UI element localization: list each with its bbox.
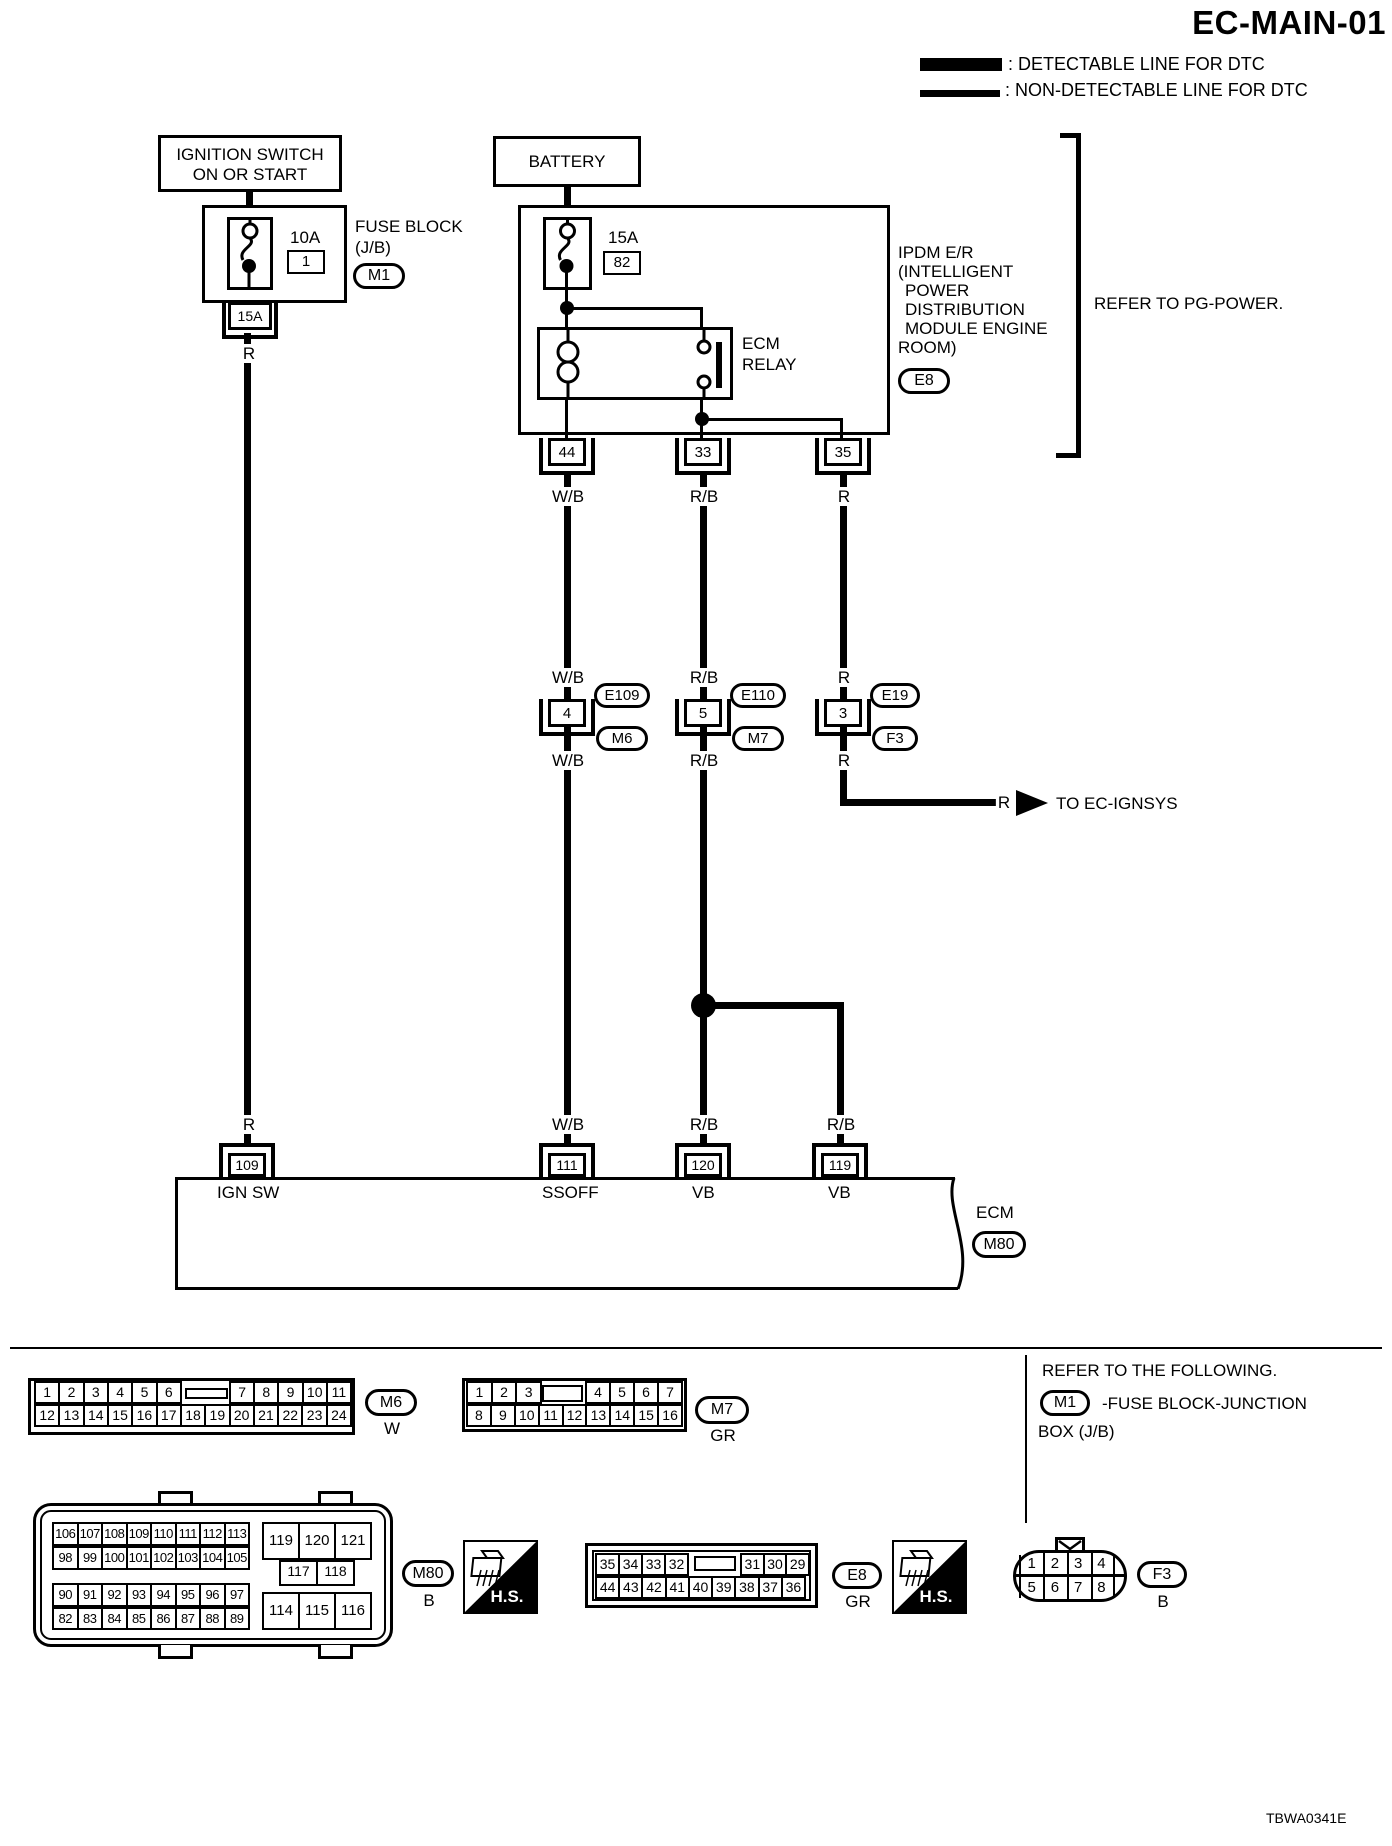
ipdm-name-line: MODULE ENGINE xyxy=(905,319,1048,338)
ipdm-name-line: POWER xyxy=(905,281,970,300)
footer-divider xyxy=(1025,1355,1027,1523)
pin-cell: 13 xyxy=(60,1404,84,1427)
wire-color-wb: W/B xyxy=(551,487,585,506)
ipdm-name-line: ROOM) xyxy=(898,338,957,357)
pin-cell: 83 xyxy=(79,1607,104,1630)
e8-top-left-cells xyxy=(595,1553,689,1576)
pin-cell: 111 xyxy=(177,1522,202,1546)
pin-cell: 35 xyxy=(595,1553,620,1576)
refer-pg-power-note: REFER TO PG-POWER. xyxy=(1094,294,1284,313)
pin-cell: 3 xyxy=(1073,1555,1083,1572)
pin-cell: 12 xyxy=(564,1404,588,1427)
m6-top-left-cells xyxy=(34,1381,182,1404)
pin-cell: 100 xyxy=(103,1546,128,1570)
pin-cell: 94 xyxy=(152,1583,177,1607)
m80-right-mid-row xyxy=(279,1560,355,1586)
relay-label-line2: RELAY xyxy=(742,355,797,374)
relay-symbol xyxy=(540,330,730,397)
ecm-box-wavy-edge xyxy=(938,1177,978,1290)
ecm-box-bottom xyxy=(175,1287,958,1290)
pin-cell: 107 xyxy=(79,1522,104,1546)
pin-cell: 31 xyxy=(740,1553,765,1576)
m7-color-code: GR xyxy=(710,1426,736,1445)
pin-cell: 20 xyxy=(231,1404,255,1427)
legend-detectable-line-sample xyxy=(920,58,1002,71)
wire-color-r-top: R xyxy=(242,344,256,363)
pin-cell: 14 xyxy=(611,1404,635,1427)
connector-ref-m7: M7 xyxy=(732,726,784,751)
ipdm-name-line: (INTELLIGENT xyxy=(898,262,1014,281)
junction-dot-rb xyxy=(691,993,716,1018)
pin-35 xyxy=(815,438,871,475)
pin-cell: 109 xyxy=(128,1522,153,1546)
pin-cell: 7 xyxy=(229,1381,255,1404)
pin-cell: 6 xyxy=(1050,1579,1060,1596)
m80-right-top-row xyxy=(262,1522,372,1560)
fuse1-box xyxy=(227,217,273,290)
m80-color-code: B xyxy=(423,1591,435,1610)
m6-top-right-cells xyxy=(229,1381,352,1404)
pin-cell: 15 xyxy=(635,1404,659,1427)
pin-cell: 2 xyxy=(493,1381,518,1404)
pin-cell: 39 xyxy=(713,1576,736,1599)
f3-row2-cells xyxy=(1020,1578,1113,1598)
pin-cell: 102 xyxy=(152,1546,177,1570)
pin-cell: 19 xyxy=(206,1404,230,1427)
connector-ref-e110: E110 xyxy=(730,683,786,708)
pin-cell: 116 xyxy=(336,1592,372,1630)
pin-cell: 18 xyxy=(182,1404,206,1427)
hs-view-icon xyxy=(463,1540,538,1614)
fuse-icon xyxy=(230,220,270,287)
pin-cell: 4 xyxy=(1097,1555,1106,1572)
arrow-right-icon xyxy=(1016,790,1048,816)
document-code: TBWA0341E xyxy=(1266,1810,1347,1826)
connector-ref-m6-footer: M6 xyxy=(365,1389,417,1416)
m6-color-code: W xyxy=(383,1419,401,1438)
pin-cell: 82 xyxy=(52,1607,79,1630)
ecm-pin-111-number: 111 xyxy=(548,1153,586,1177)
pin-cell: 2 xyxy=(1050,1555,1060,1572)
m7-key-slot xyxy=(542,1385,583,1402)
pin-cell: 8 xyxy=(255,1381,279,1404)
pin-cell: 92 xyxy=(103,1583,128,1607)
pin-cell: 11 xyxy=(328,1381,352,1404)
inline-connector-4 xyxy=(539,699,595,736)
pin-cell: 3 xyxy=(517,1381,542,1404)
pin-cell: 9 xyxy=(279,1381,303,1404)
pin-cell: 23 xyxy=(303,1404,327,1427)
pin-cell: 13 xyxy=(587,1404,611,1427)
footer-separator xyxy=(10,1347,1382,1349)
pin-cell: 96 xyxy=(201,1583,226,1607)
m80-grid-row xyxy=(52,1583,250,1607)
ecm-box-top xyxy=(175,1177,955,1180)
pin-cell: 86 xyxy=(152,1607,177,1630)
fuse1-rating: 10A xyxy=(290,228,321,247)
pin-cell: 101 xyxy=(128,1546,153,1570)
pin-cell: 1 xyxy=(466,1381,493,1404)
pin-cell: 22 xyxy=(279,1404,303,1427)
wire-color-wb: W/B xyxy=(551,751,585,770)
pin-33-number: 33 xyxy=(684,438,722,466)
m1-ref-text: -FUSE BLOCK-JUNCTION xyxy=(1102,1394,1307,1413)
pin-cell: 6 xyxy=(635,1381,659,1404)
pin-cell: 121 xyxy=(336,1522,372,1560)
pin-cell: 8 xyxy=(466,1404,492,1427)
ipdm-junction-dot1 xyxy=(560,301,574,315)
e8-key-slot xyxy=(694,1556,736,1571)
battery-box: BATTERY xyxy=(493,136,641,187)
pin-cell: 112 xyxy=(201,1522,226,1546)
pin-cell: 97 xyxy=(226,1583,251,1607)
ecm-pin-120-color: R/B xyxy=(689,1115,719,1134)
pin-cell: 2 xyxy=(60,1381,84,1404)
fuse2-rating: 15A xyxy=(608,228,639,247)
pin-cell: 7 xyxy=(659,1381,683,1404)
fuse2-number-box: 82 xyxy=(603,251,641,275)
pin-cell: 108 xyxy=(103,1522,128,1546)
m6-key-slot xyxy=(185,1388,228,1399)
ecm-box-left xyxy=(175,1177,178,1290)
ignition-switch-box xyxy=(158,135,342,192)
refer-bracket xyxy=(1076,133,1081,458)
pin-cell: 14 xyxy=(85,1404,109,1427)
wire-rb-main xyxy=(700,473,707,1143)
pin-cell: 115 xyxy=(300,1592,336,1630)
pin-cell: 33 xyxy=(643,1553,666,1576)
connector-ref-e19: E19 xyxy=(870,683,920,708)
connector-ref-e109: E109 xyxy=(594,683,650,708)
ecm-relay-box xyxy=(537,327,733,400)
pin-cell: 12 xyxy=(34,1404,60,1427)
wire-rb-branch-horizontal xyxy=(700,1002,844,1009)
pin-cell: 10 xyxy=(516,1404,540,1427)
fuse2-box xyxy=(543,217,592,290)
pin-33 xyxy=(675,438,731,475)
e8-color-code: GR xyxy=(845,1592,871,1611)
relay-label-line1: ECM xyxy=(742,334,780,353)
ipdm-wire-branch-bottom xyxy=(703,418,843,421)
pin-cell: 10 xyxy=(304,1381,328,1404)
pin-cell: 21 xyxy=(255,1404,279,1427)
pin-cell: 110 xyxy=(152,1522,177,1546)
ecm-label: ECM xyxy=(976,1203,1014,1222)
pin-cell: 87 xyxy=(177,1607,202,1630)
ipdm-name-line: IPDM E/R xyxy=(898,243,974,262)
pin-cell: 5 xyxy=(611,1381,635,1404)
hs-label: H.S. xyxy=(490,1587,524,1606)
ecm-pin-119 xyxy=(812,1143,868,1177)
ecm-pin-111-color: W/B xyxy=(551,1115,585,1134)
connector-ref-m80: M80 xyxy=(972,1231,1026,1258)
to-ec-ignsys-label: TO EC-IGNSYS xyxy=(1056,794,1178,813)
ipdm-wire-branch-top xyxy=(567,307,703,310)
pin-cell: 9 xyxy=(492,1404,516,1427)
pin-15a-number: 15A xyxy=(228,302,272,330)
pin-cell: 99 xyxy=(79,1546,104,1570)
pin-cell: 32 xyxy=(666,1553,689,1576)
ecm-pin-109-number: 109 xyxy=(228,1153,266,1177)
ecm-pin-119-color: R/B xyxy=(826,1115,856,1134)
pin-cell: 4 xyxy=(109,1381,133,1404)
f3-tab-notch xyxy=(1058,1540,1082,1550)
pin-cell: 89 xyxy=(226,1607,251,1630)
ecm-pin-109 xyxy=(219,1143,275,1177)
pin-cell: 6 xyxy=(158,1381,182,1404)
pin-cell: 88 xyxy=(201,1607,226,1630)
ecm-pin-111-name: SSOFF xyxy=(542,1183,599,1202)
pin-44-number: 44 xyxy=(548,438,586,466)
m80-grid-row xyxy=(52,1607,250,1630)
ecm-pin-109-color: R xyxy=(242,1115,256,1134)
m1-ref-text2: BOX (J/B) xyxy=(1038,1422,1115,1441)
pin-cell: 1 xyxy=(1027,1555,1036,1572)
connector-ref-m1: M1 xyxy=(353,263,405,289)
m80-right-bottom-row xyxy=(262,1592,372,1630)
wire-color-rb: R/B xyxy=(689,751,719,770)
connector-ref-m1-footer: M1 xyxy=(1040,1390,1090,1416)
fuse1-number-box: 1 xyxy=(287,250,325,274)
m80-tab xyxy=(158,1645,193,1659)
m80-grid-row xyxy=(52,1522,250,1546)
wire-color-wb: W/B xyxy=(551,668,585,687)
ecm-pin-119-name: VB xyxy=(828,1183,851,1202)
pin-cell: 38 xyxy=(736,1576,759,1599)
pin-cell: 90 xyxy=(52,1583,79,1607)
pin-cell: 114 xyxy=(262,1592,300,1630)
pin-cell: 1 xyxy=(34,1381,60,1404)
wire-color-r: R xyxy=(837,487,851,506)
pin-cell: 120 xyxy=(300,1522,336,1560)
pin-cell: 29 xyxy=(787,1553,810,1576)
ipdm-wire-pin35-down xyxy=(840,420,843,438)
pin-cell: 15 xyxy=(109,1404,133,1427)
wire-wb-main xyxy=(564,473,571,1143)
pin-cell: 85 xyxy=(128,1607,153,1630)
page-title: EC-MAIN-01 xyxy=(1192,4,1386,41)
ignition-switch-line1: IGNITION SWITCH xyxy=(176,145,324,164)
pin-cell: 7 xyxy=(1073,1579,1083,1596)
ipdm-wire-contact-up xyxy=(700,308,703,327)
pin-cell: 106 xyxy=(52,1522,79,1546)
pin-cell: 4 xyxy=(585,1381,611,1404)
pin-cell: 43 xyxy=(620,1576,643,1599)
pin-cell: 93 xyxy=(128,1583,153,1607)
pin-cell: 37 xyxy=(760,1576,783,1599)
pin-cell: 3 xyxy=(85,1381,109,1404)
hs-label: H.S. xyxy=(919,1587,953,1606)
f3-grid-line xyxy=(1113,1555,1115,1598)
ecm-pin-120-name: VB xyxy=(692,1183,715,1202)
pin-35-number: 35 xyxy=(824,438,862,466)
wire-color-r: R xyxy=(837,668,851,687)
legend-nondetectable-line-sample xyxy=(920,90,1000,97)
wire-color-r-ignsys: R xyxy=(997,793,1011,812)
pin-cell: 17 xyxy=(158,1404,182,1427)
connector-ref-m7-footer: M7 xyxy=(695,1396,749,1424)
fuse-icon xyxy=(546,220,589,287)
pin-cell: 105 xyxy=(226,1546,251,1570)
e8-top-right-cells xyxy=(740,1553,810,1576)
f3-mid-line xyxy=(1015,1574,1125,1577)
wire-r-right-horizontal xyxy=(840,799,997,806)
inline-connector-5 xyxy=(675,699,731,736)
pin-cell: 40 xyxy=(690,1576,713,1599)
pin-cell: 5 xyxy=(1027,1579,1036,1596)
wire-r-main xyxy=(244,333,251,1143)
pin-cell: 34 xyxy=(620,1553,643,1576)
pin-cell: 8 xyxy=(1097,1579,1106,1596)
ecm-pin-111 xyxy=(539,1143,595,1177)
pin-cell: 84 xyxy=(103,1607,128,1630)
connector-ref-f3: F3 xyxy=(872,726,918,751)
m7-top-right-cells xyxy=(585,1381,683,1404)
inline-connector-3 xyxy=(815,699,871,736)
ipdm-name xyxy=(898,243,1048,357)
pin-cell: 16 xyxy=(133,1404,157,1427)
legend-detectable-label: : DETECTABLE LINE FOR DTC xyxy=(1008,54,1265,74)
ecm-pin-109-name: IGN SW xyxy=(217,1183,280,1202)
pin-15a xyxy=(222,302,278,339)
hs-view-icon xyxy=(892,1540,967,1614)
pin-cell: 117 xyxy=(279,1560,318,1586)
pin-cell: 119 xyxy=(262,1522,300,1560)
refer-bracket-top-arm xyxy=(1060,133,1081,138)
f3-row1-cells xyxy=(1020,1554,1113,1574)
inline-connector-4-pin: 4 xyxy=(548,699,586,727)
ecm-pin-119-number: 119 xyxy=(821,1153,859,1177)
refer-bracket-bottom-arm xyxy=(1056,453,1081,458)
ecm-pin-120 xyxy=(675,1143,731,1177)
fuse-block-title2: (J/B) xyxy=(355,238,391,257)
pin-cell: 24 xyxy=(328,1404,352,1427)
ipdm-junction-dot2 xyxy=(695,412,709,426)
pin-cell: 30 xyxy=(765,1553,788,1576)
pin-cell: 5 xyxy=(133,1381,157,1404)
fuse-block-title1: FUSE BLOCK xyxy=(355,217,463,236)
refer-following-note: REFER TO THE FOLLOWING. xyxy=(1042,1361,1278,1380)
m80-tab xyxy=(318,1645,353,1659)
ipdm-name-line: DISTRIBUTION xyxy=(905,300,1025,319)
pin-cell: 103 xyxy=(177,1546,202,1570)
pin-cell: 36 xyxy=(783,1576,806,1599)
inline-connector-5-pin: 5 xyxy=(684,699,722,727)
pin-44 xyxy=(539,438,595,475)
connector-ref-e8-footer: E8 xyxy=(832,1562,882,1589)
fuse-block-box xyxy=(202,205,347,303)
legend-nondetectable-label: : NON-DETECTABLE LINE FOR DTC xyxy=(1005,80,1308,100)
pin-cell: 98 xyxy=(52,1546,79,1570)
m80-grid-row xyxy=(52,1546,250,1570)
pin-cell: 42 xyxy=(643,1576,666,1599)
connector-ref-f3-footer: F3 xyxy=(1137,1561,1187,1588)
pin-cell: 113 xyxy=(226,1522,251,1546)
m7-bottom-cells xyxy=(466,1404,683,1427)
pin-cell: 41 xyxy=(667,1576,690,1599)
pin-cell: 95 xyxy=(177,1583,202,1607)
m6-bottom-cells xyxy=(34,1404,352,1427)
pin-cell: 91 xyxy=(79,1583,104,1607)
pin-cell: 44 xyxy=(595,1576,620,1599)
wire-color-rb: R/B xyxy=(689,487,719,506)
wire-color-rb: R/B xyxy=(689,668,719,687)
pin-cell: 16 xyxy=(659,1404,683,1427)
m7-top-left-cells xyxy=(466,1381,542,1404)
connector-ref-e8: E8 xyxy=(898,368,950,394)
f3-color-code: B xyxy=(1157,1592,1169,1611)
ipdm-wire-coil-down xyxy=(565,400,568,438)
wire-color-r: R xyxy=(837,751,851,770)
pin-cell: 104 xyxy=(201,1546,226,1570)
pin-cell: 118 xyxy=(318,1560,355,1586)
connector-ref-m6: M6 xyxy=(596,726,648,751)
ignition-switch-line2: ON OR START xyxy=(192,165,308,184)
pin-cell: 11 xyxy=(540,1404,564,1427)
e8-bottom-cells xyxy=(595,1576,806,1599)
inline-connector-3-pin: 3 xyxy=(824,699,862,727)
ecm-pin-120-number: 120 xyxy=(684,1153,722,1177)
connector-ref-m80-footer: M80 xyxy=(402,1560,454,1587)
